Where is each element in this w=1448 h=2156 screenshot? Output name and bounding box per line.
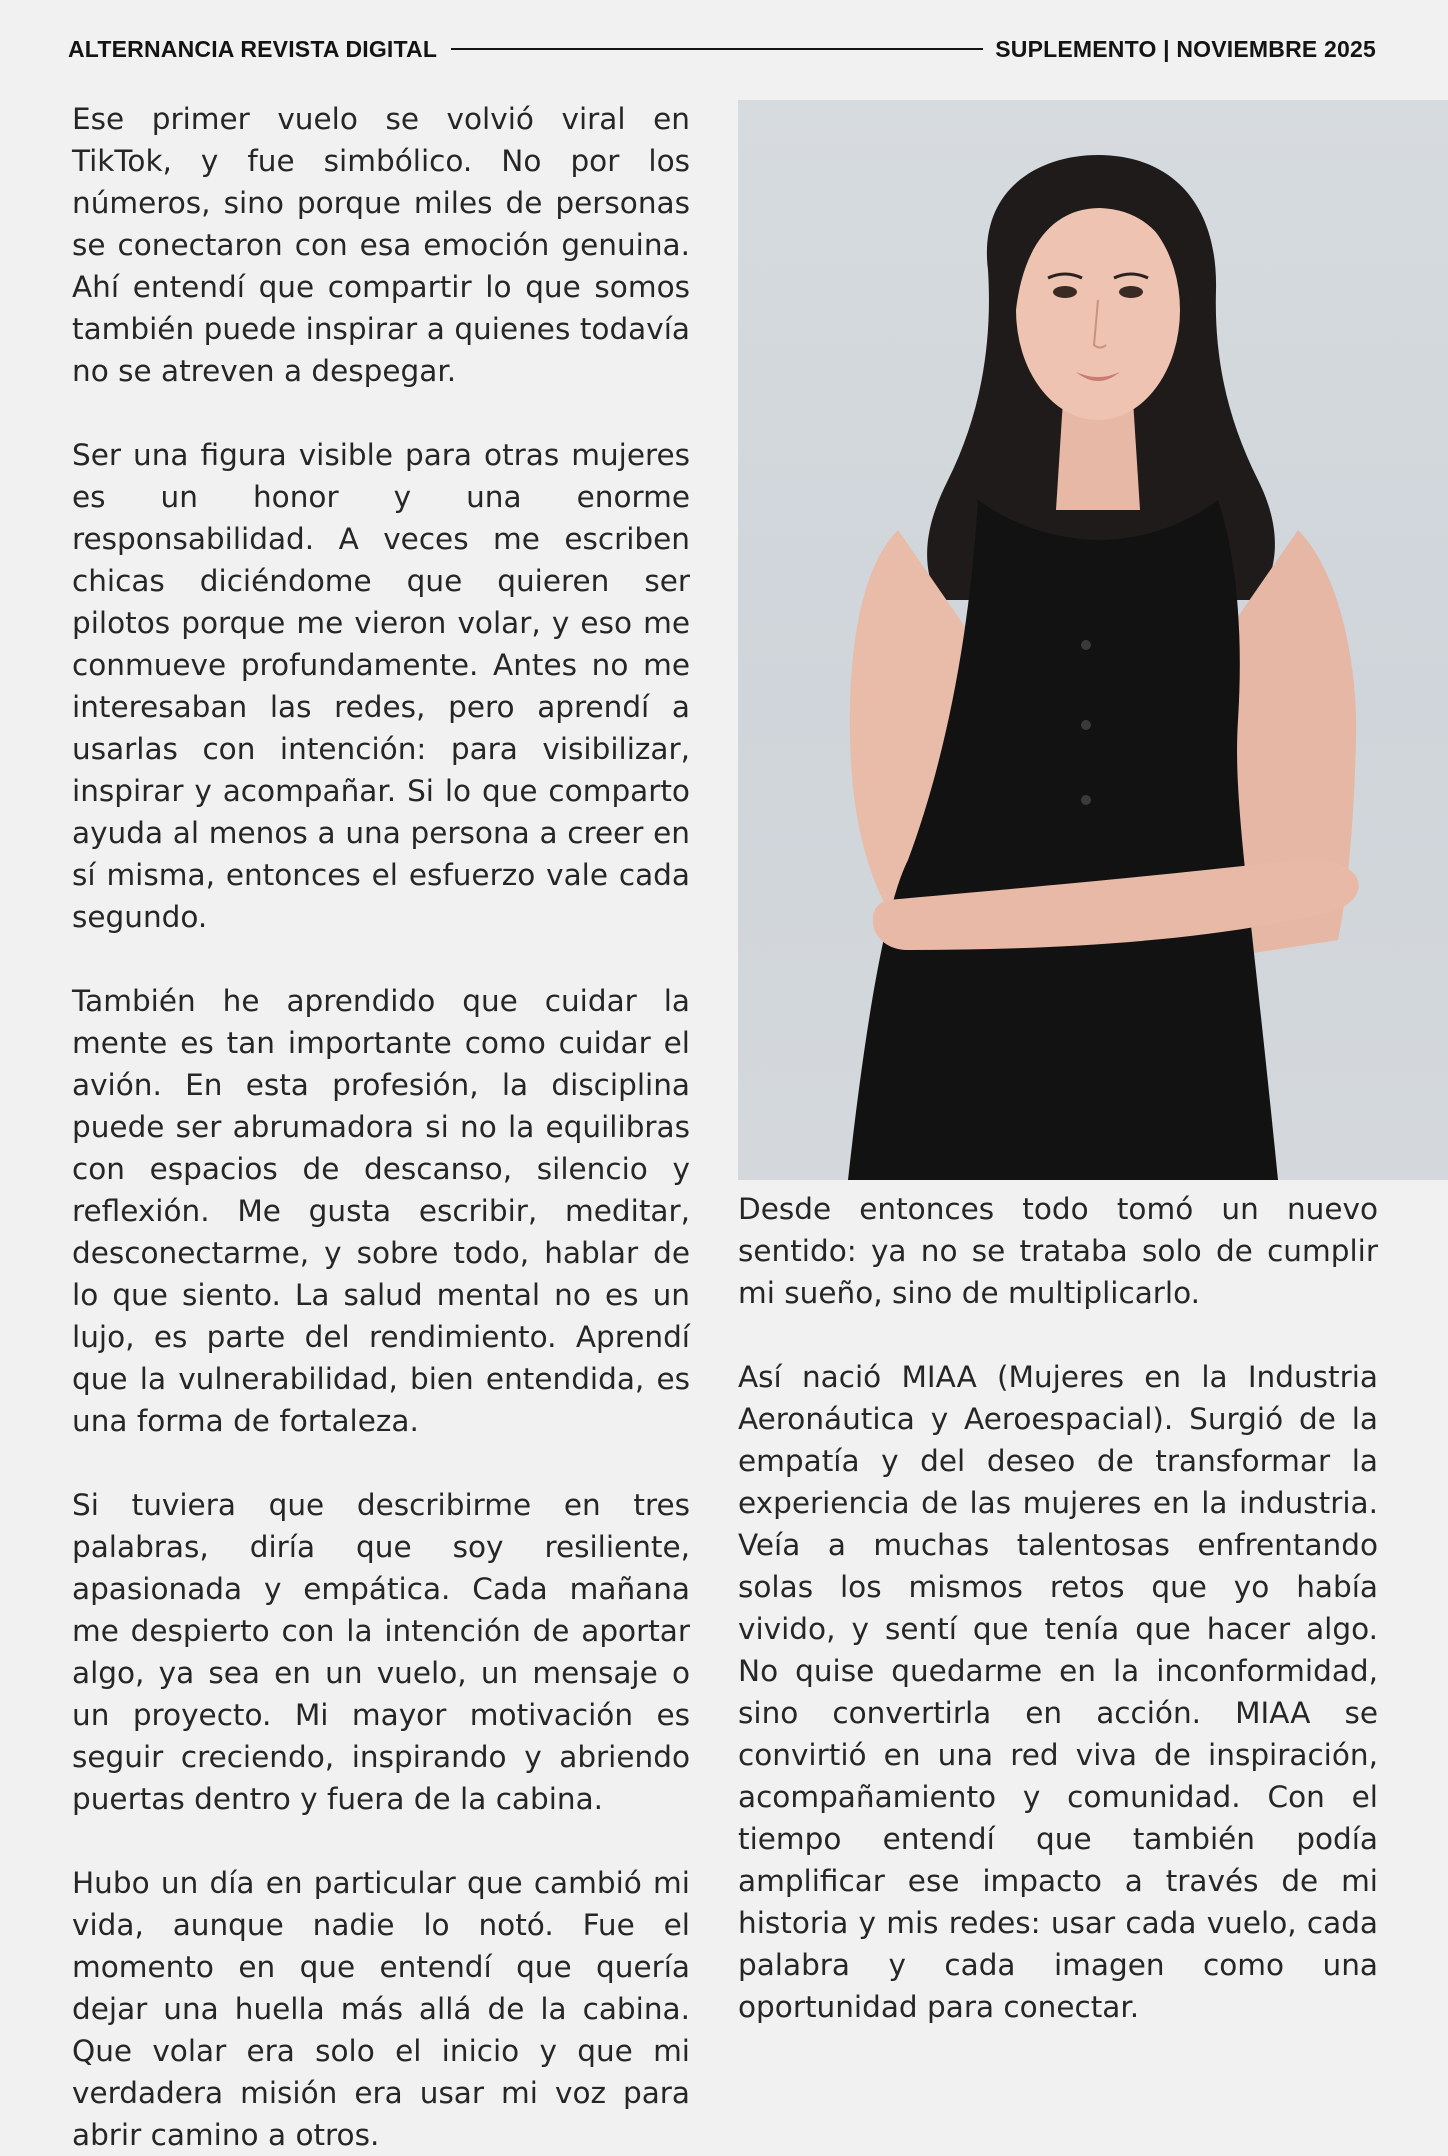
right-paragraph-2: Así nació MIAA (Mujeres en la Industria Aeronáutica y Aeroespacial). Surgió de la empatía y del deseo de transformar la experiencia de las mujeres en la industria. Veía a muchas talentosas enfrentando solas los mismos retos que yo había vivido, y sentí que tenía que hacer algo. No quise quedarme en la inconformidad, sino convertirla en acción. MIAA se convirtió en una red viva de inspiración, acompañamiento y comunidad. Con el tiempo entendí que también podía amplificar ese impacto a través de mi historia y mis redes: usar cada vuelo, cada palabra y cada imagen como una oportunidad para conectar. xyxy=(738,1360,1378,2024)
left-column xyxy=(72,98,690,2156)
left-paragraph-2: Ser una figura visible para otras mujeres es un honor y una enorme responsabilidad. A veces me escriben chicas diciéndome que quieren ser pilotos porque me vieron volar, y eso me conmueve profundamente. Antes no me interesaban las redes, pero aprendí a usarlas con intención: para visibilizar, inspirar y acompañar. Si lo que comparto ayuda al menos a una persona a creer en sí misma, entonces el esfuerzo vale cada segundo. xyxy=(72,438,690,934)
left-paragraph-4: Si tuviera que describirme en tres palabras, diría que soy resiliente, apasionada y empática. Cada mañana me despierto con la intención de aportar algo, ya sea en un vuelo, un mensaje o un proyecto. Mi mayor motivación es seguir creciendo, inspirando y abriendo puertas dentro y fuera de la cabina. xyxy=(72,1488,690,1816)
issue-label: SUPLEMENTO | NOVIEMBRE 2025 xyxy=(995,35,1376,62)
page-header xyxy=(68,34,1376,64)
right-paragraph-1: Desde entonces todo tomó un nuevo sentido: ya no se trataba solo de cumplir mi sueño, sino de multiplicarlo. xyxy=(738,1192,1378,1310)
portrait-photo xyxy=(738,100,1448,1180)
left-paragraph-5: Hubo un día en particular que cambió mi vida, aunque nadie lo notó. Fue el momento en que entendí que quería dejar una huella más allá de la cabina. Que volar era solo el inicio y que mi verdadera misión era usar mi voz para abrir camino a otros. xyxy=(72,1866,690,2152)
right-column xyxy=(738,1188,1378,2028)
publication-name: ALTERNANCIA REVISTA DIGITAL xyxy=(68,35,438,62)
left-paragraph-1: Ese primer vuelo se volvió viral en TikTok, y fue simbólico. No por los números, sino porque miles de personas se conectaron con esa emoción genuina. Ahí entendí que compartir lo que somos también puede inspirar a quienes todavía no se atreven a despegar. xyxy=(72,102,690,388)
portrait-illustration xyxy=(738,100,1448,1180)
left-paragraph-3: También he aprendido que cuidar la mente es tan importante como cuidar el avión. En esta profesión, la disciplina puede ser abrumadora si no la equilibras con espacios de descanso, silencio y reflexión. Me gusta escribir, meditar, desconectarme, y sobre todo, hablar de lo que siento. La salud mental no es un lujo, es parte del rendimiento. Aprendí que la vulnerabilidad, bien entendida, es una forma de fortaleza. xyxy=(72,984,690,1438)
header-rule xyxy=(451,48,983,50)
